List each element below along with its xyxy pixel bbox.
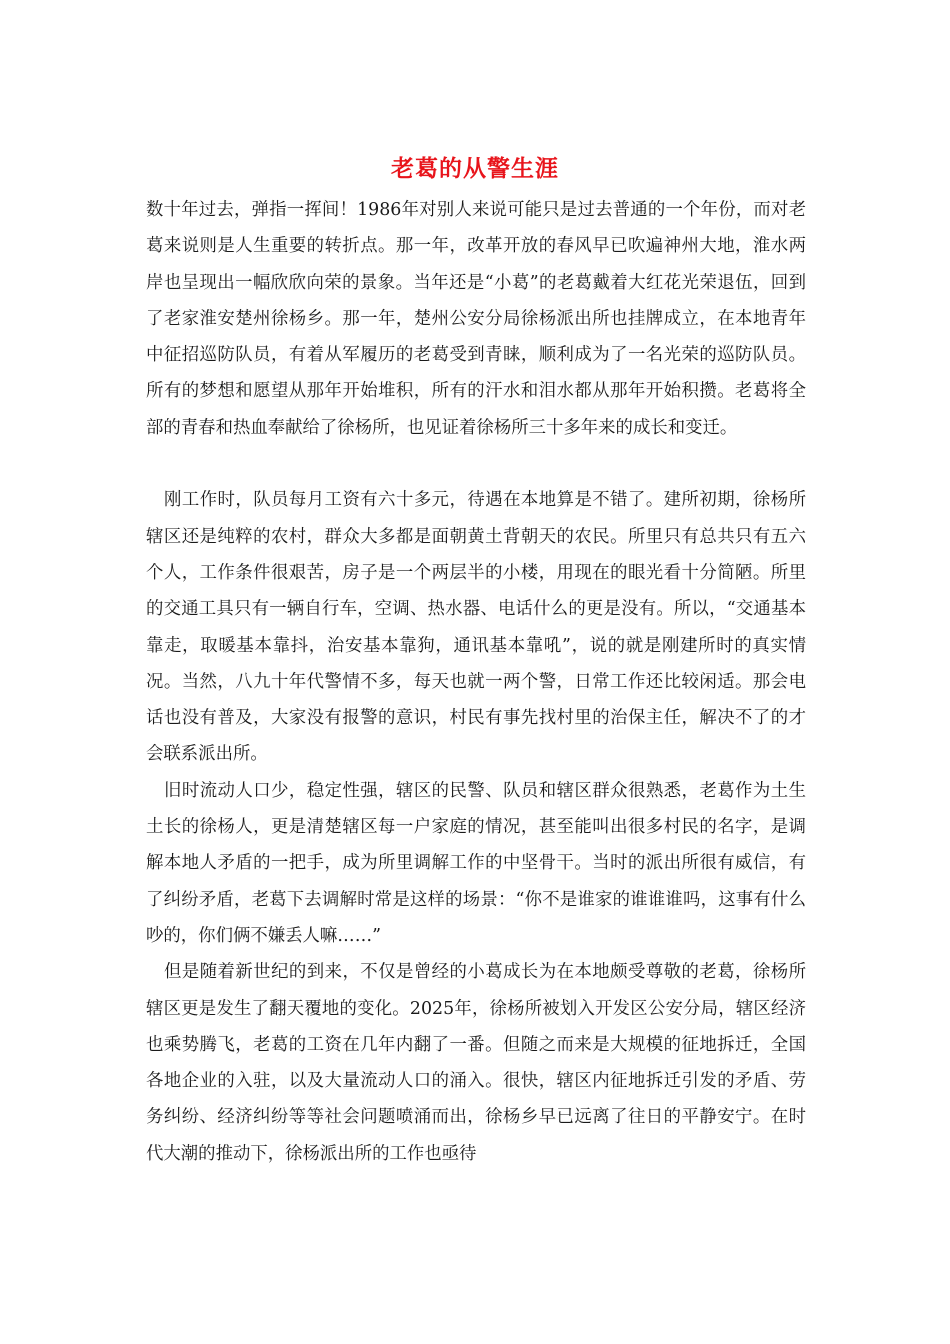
blank-line: [146, 446, 806, 482]
document-title: 老葛的从警生涯: [391, 155, 559, 182]
paragraph-4: 但是随着新世纪的到来，不仅是曾经的小葛成长为在本地颇受尊敬的老葛，徐杨所辖区更是发生了翻天覆地的变化。2025年，徐杨所被划入开发区公安分局，辖区经济也乘势腾飞，老葛的工资在几年内翻了一番。但随之而来是大规模的征地拆迁，全国各地企业的入驻，以及大量流动人口的涌入。很快，辖区内征地拆迁引发的矛盾、劳务纠纷、经济纠纷等等社会问题喷涌而出，徐杨乡早已远离了往日的平静安宁。在时代大潮的推动下，徐杨派出所的工作也亟待: [146, 962, 806, 1164]
document-body: [146, 192, 806, 1172]
paragraph-1: 数十年过去，弹指一挥间！1986年对别人来说可能只是过去普通的一个年份，而对老葛来说则是人生重要的转折点。那一年，改革开放的春风早已吹遍神州大地，淮水两岸也呈现出一幅欣欣向荣的景象。当年还是“小葛”的老葛戴着大红花光荣退伍，回到了老家淮安楚州徐杨乡。那一年，楚州公安分局徐杨派出所也挂牌成立，在本地青年中征招巡防队员，有着从军履历的老葛受到青睐，顺利成为了一名光荣的巡防队员。所有的梦想和愿望从那年开始堆积，所有的汗水和泪水都从那年开始积攒。老葛将全部的青春和热血奉献给了徐杨所，也见证着徐杨所三十多年来的成长和变迁。: [146, 200, 806, 438]
paragraph-3: 旧时流动人口少，稳定性强，辖区的民警、队员和辖区群众很熟悉，老葛作为土生土长的徐杨人，更是清楚辖区每一户家庭的情况，甚至能叫出很多村民的名字，是调解本地人矛盾的一把手，成为所里调解工作的中坚骨干。当时的派出所很有威信，有了纠纷矛盾，老葛下去调解时常是这样的场景：“你不是谁家的谁谁谁吗，这事有什么吵的，你们俩不嫌丢人嘛……”: [146, 780, 806, 946]
paragraph-2: 刚工作时，队员每月工资有六十多元，待遇在本地算是不错了。建所初期，徐杨所辖区还是纯粹的农村，群众大多都是面朝黄土背朝天的农民。所里只有总共只有五六个人，工作条件很艰苦，房子是一个两层半的小楼，用现在的眼光看十分简陋。所里的交通工具只有一辆自行车，空调、热水器、电话什么的更是没有。所以，“交通基本靠走，取暖基本靠抖，治安基本靠狗，通讯基本靠吼”，说的就是刚建所时的真实情况。当然，八九十年代警情不多，每天也就一两个警，日常工作还比较闲适。那会电话也没有普及，大家没有报警的意识，村民有事先找村里的治保主任，解决不了的才会联系派出所。: [146, 490, 806, 765]
